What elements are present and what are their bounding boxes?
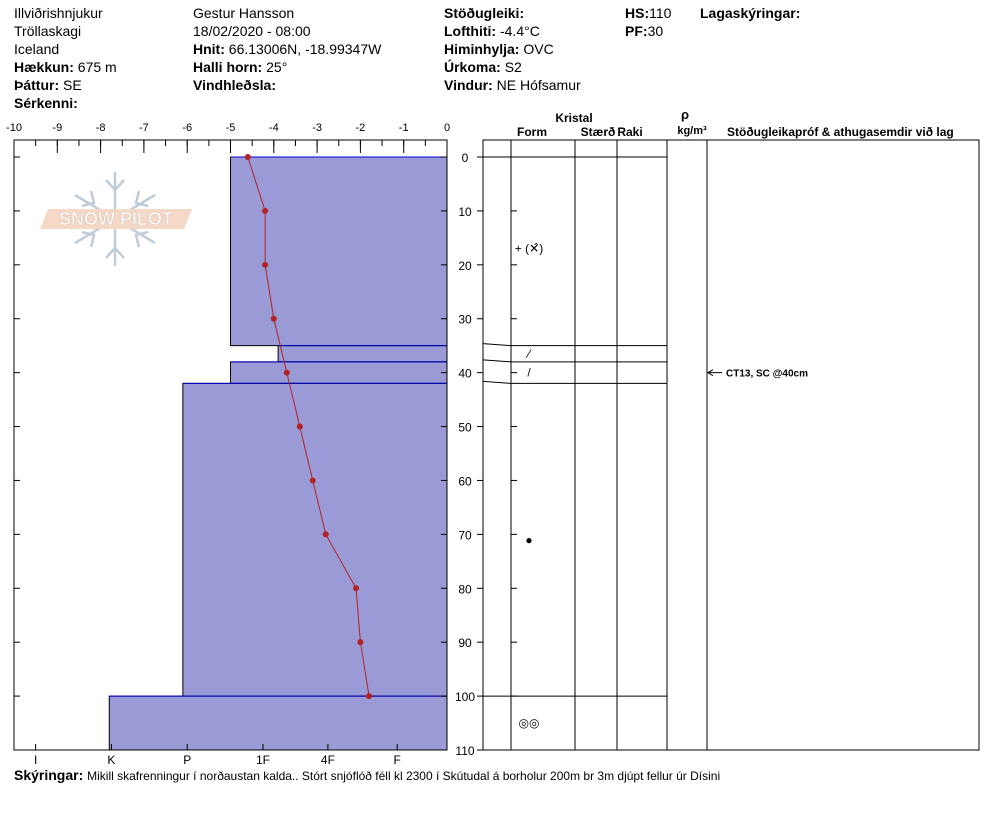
notes-label: Skýringar: bbox=[14, 767, 84, 783]
location-name: Illviðrishnjukur bbox=[14, 5, 103, 21]
slope-value: 25° bbox=[266, 59, 288, 75]
logo-text: SNOW PILOT bbox=[59, 209, 173, 229]
crystal-header: Kristal bbox=[555, 111, 593, 125]
density-symbol: ρ bbox=[680, 107, 690, 122]
layer-notes-label: Lagaskýringar: bbox=[700, 5, 801, 21]
depth-tick-label: 30 bbox=[458, 312, 472, 327]
country-name: Iceland bbox=[14, 41, 60, 57]
snowpilot-logo bbox=[40, 172, 192, 266]
stability-tests bbox=[708, 369, 808, 380]
observer-name: Gestur Hansson bbox=[193, 5, 295, 21]
temp-tick-label: -3 bbox=[312, 122, 322, 134]
hardness-tick-label: P bbox=[183, 753, 192, 767]
stability-header: Stöðugleikapróf & athugasemdir við lag bbox=[727, 125, 954, 139]
hardness-layers bbox=[109, 157, 447, 750]
grain-form-symbol: ◎◎ bbox=[518, 716, 540, 731]
hs-label: HS: bbox=[625, 5, 650, 21]
temp-tick-label: -7 bbox=[139, 122, 149, 134]
air-temp-value: -4.4°C bbox=[499, 23, 540, 39]
hardness-tick-label: I bbox=[33, 753, 38, 767]
grain-form-symbol: ⁄ bbox=[527, 346, 531, 361]
depth-tick-label: 110 bbox=[455, 744, 475, 758]
temperature-point bbox=[366, 693, 372, 699]
aspect-value: SE bbox=[63, 77, 82, 93]
hardness-layer bbox=[231, 157, 448, 346]
temperature-point bbox=[245, 154, 251, 160]
grain-form-symbol: ● bbox=[525, 532, 533, 547]
depth-tick-label: 0 bbox=[461, 151, 469, 165]
temperature-point bbox=[357, 639, 363, 645]
layer-boundary-lines bbox=[477, 157, 667, 750]
elevation-value: 675 m bbox=[77, 59, 117, 75]
depth-tick-label: 40 bbox=[458, 366, 472, 381]
wind-load-label: Vindhleðsla: bbox=[193, 77, 276, 93]
temperature-point bbox=[271, 316, 277, 322]
precip-label: Úrkoma: bbox=[444, 59, 501, 75]
depth-tick-label: 60 bbox=[458, 474, 472, 489]
temp-tick-label: -1 bbox=[398, 122, 409, 134]
pf-label: PF: bbox=[625, 23, 648, 39]
temperature-point bbox=[262, 262, 268, 268]
layer-connector bbox=[483, 344, 511, 346]
temp-tick-label: -8 bbox=[95, 122, 106, 134]
depth-tick-label: 70 bbox=[458, 528, 472, 543]
stability-test-label: CT13, SC @40cm bbox=[726, 368, 809, 380]
hardness-tick-label: F bbox=[393, 753, 401, 767]
temp-tick-label: -5 bbox=[225, 122, 236, 134]
footer-notes bbox=[14, 766, 720, 785]
hardness-layer bbox=[183, 383, 447, 696]
temp-tick-label: -4 bbox=[268, 122, 279, 134]
temp-tick-label: -9 bbox=[52, 122, 63, 134]
hardness-layer bbox=[109, 696, 447, 750]
notes-text: Mikill skafrenningur í norðaustan kalda.. Stórt snjóflóð féll kl 2300 í Skútudal á borholur 200m br 3m djúpt fellur úr Dísini bbox=[87, 769, 721, 783]
sky-value: OVC bbox=[523, 41, 554, 57]
hardness-tick-label: 4F bbox=[320, 753, 335, 767]
grain-form-symbols bbox=[515, 242, 543, 730]
coords-label: Hnit: bbox=[193, 41, 225, 57]
sky-label: Himinhylja: bbox=[444, 41, 520, 57]
temp-tick-label: -6 bbox=[182, 122, 193, 134]
layer-connector bbox=[483, 360, 511, 362]
slope-label: Halli horn: bbox=[193, 59, 263, 75]
depth-tick-label: 50 bbox=[458, 420, 472, 435]
temperature-point bbox=[262, 208, 268, 214]
layer-connector bbox=[483, 381, 511, 383]
temperature-point bbox=[297, 424, 303, 430]
depth-tick-label: 100 bbox=[454, 690, 476, 705]
air-temp-label: Lofthiti: bbox=[444, 23, 497, 39]
temperature-point bbox=[323, 531, 329, 537]
depth-tick-label: 10 bbox=[458, 204, 472, 219]
temperature-point bbox=[284, 370, 290, 376]
moisture-header: Raki bbox=[617, 125, 643, 139]
wind-value: NE Hófsamur bbox=[496, 77, 581, 93]
region-name: Tröllaskagi bbox=[14, 23, 82, 39]
form-header: Form bbox=[517, 125, 547, 139]
density-unit: kg/m³ bbox=[677, 125, 707, 137]
temperature-point bbox=[310, 477, 316, 483]
temperature-point bbox=[353, 585, 359, 591]
temp-tick-label: 0 bbox=[443, 122, 451, 134]
hs-value: 110 bbox=[649, 5, 672, 21]
layer-table-frame bbox=[483, 140, 979, 750]
size-header: Stærð bbox=[580, 125, 616, 139]
stability-label: Stöðugleiki: bbox=[444, 5, 525, 21]
observation-datetime: 18/02/2020 - 08:00 bbox=[193, 23, 311, 39]
grain-form-symbol: / bbox=[527, 365, 531, 380]
depth-tick-label: 90 bbox=[458, 636, 472, 651]
layer-table bbox=[477, 107, 979, 750]
wind-label: Vindur: bbox=[444, 77, 493, 93]
coords-value: 66.13006N, -18.99347W bbox=[228, 41, 382, 57]
depth-tick-label: 80 bbox=[458, 582, 472, 597]
depth-tick-label: 20 bbox=[458, 258, 472, 273]
elevation-label: Hækkun: bbox=[14, 59, 74, 75]
aspect-label: Þáttur: bbox=[14, 77, 60, 93]
grain-form-symbol: + (✕̂) bbox=[514, 241, 544, 256]
temp-tick-label: -10 bbox=[6, 122, 22, 134]
hardness-tick-label: K bbox=[107, 753, 116, 767]
temperature-axis bbox=[6, 122, 450, 153]
pf-value: 30 bbox=[647, 23, 664, 39]
temp-tick-label: -2 bbox=[355, 122, 366, 134]
hardness-tick-label: 1F bbox=[255, 753, 270, 767]
features-label: Sérkenni: bbox=[14, 95, 78, 111]
precip-value: S2 bbox=[504, 59, 522, 75]
hardness-layer bbox=[231, 362, 448, 384]
hardness-layer bbox=[278, 346, 447, 362]
